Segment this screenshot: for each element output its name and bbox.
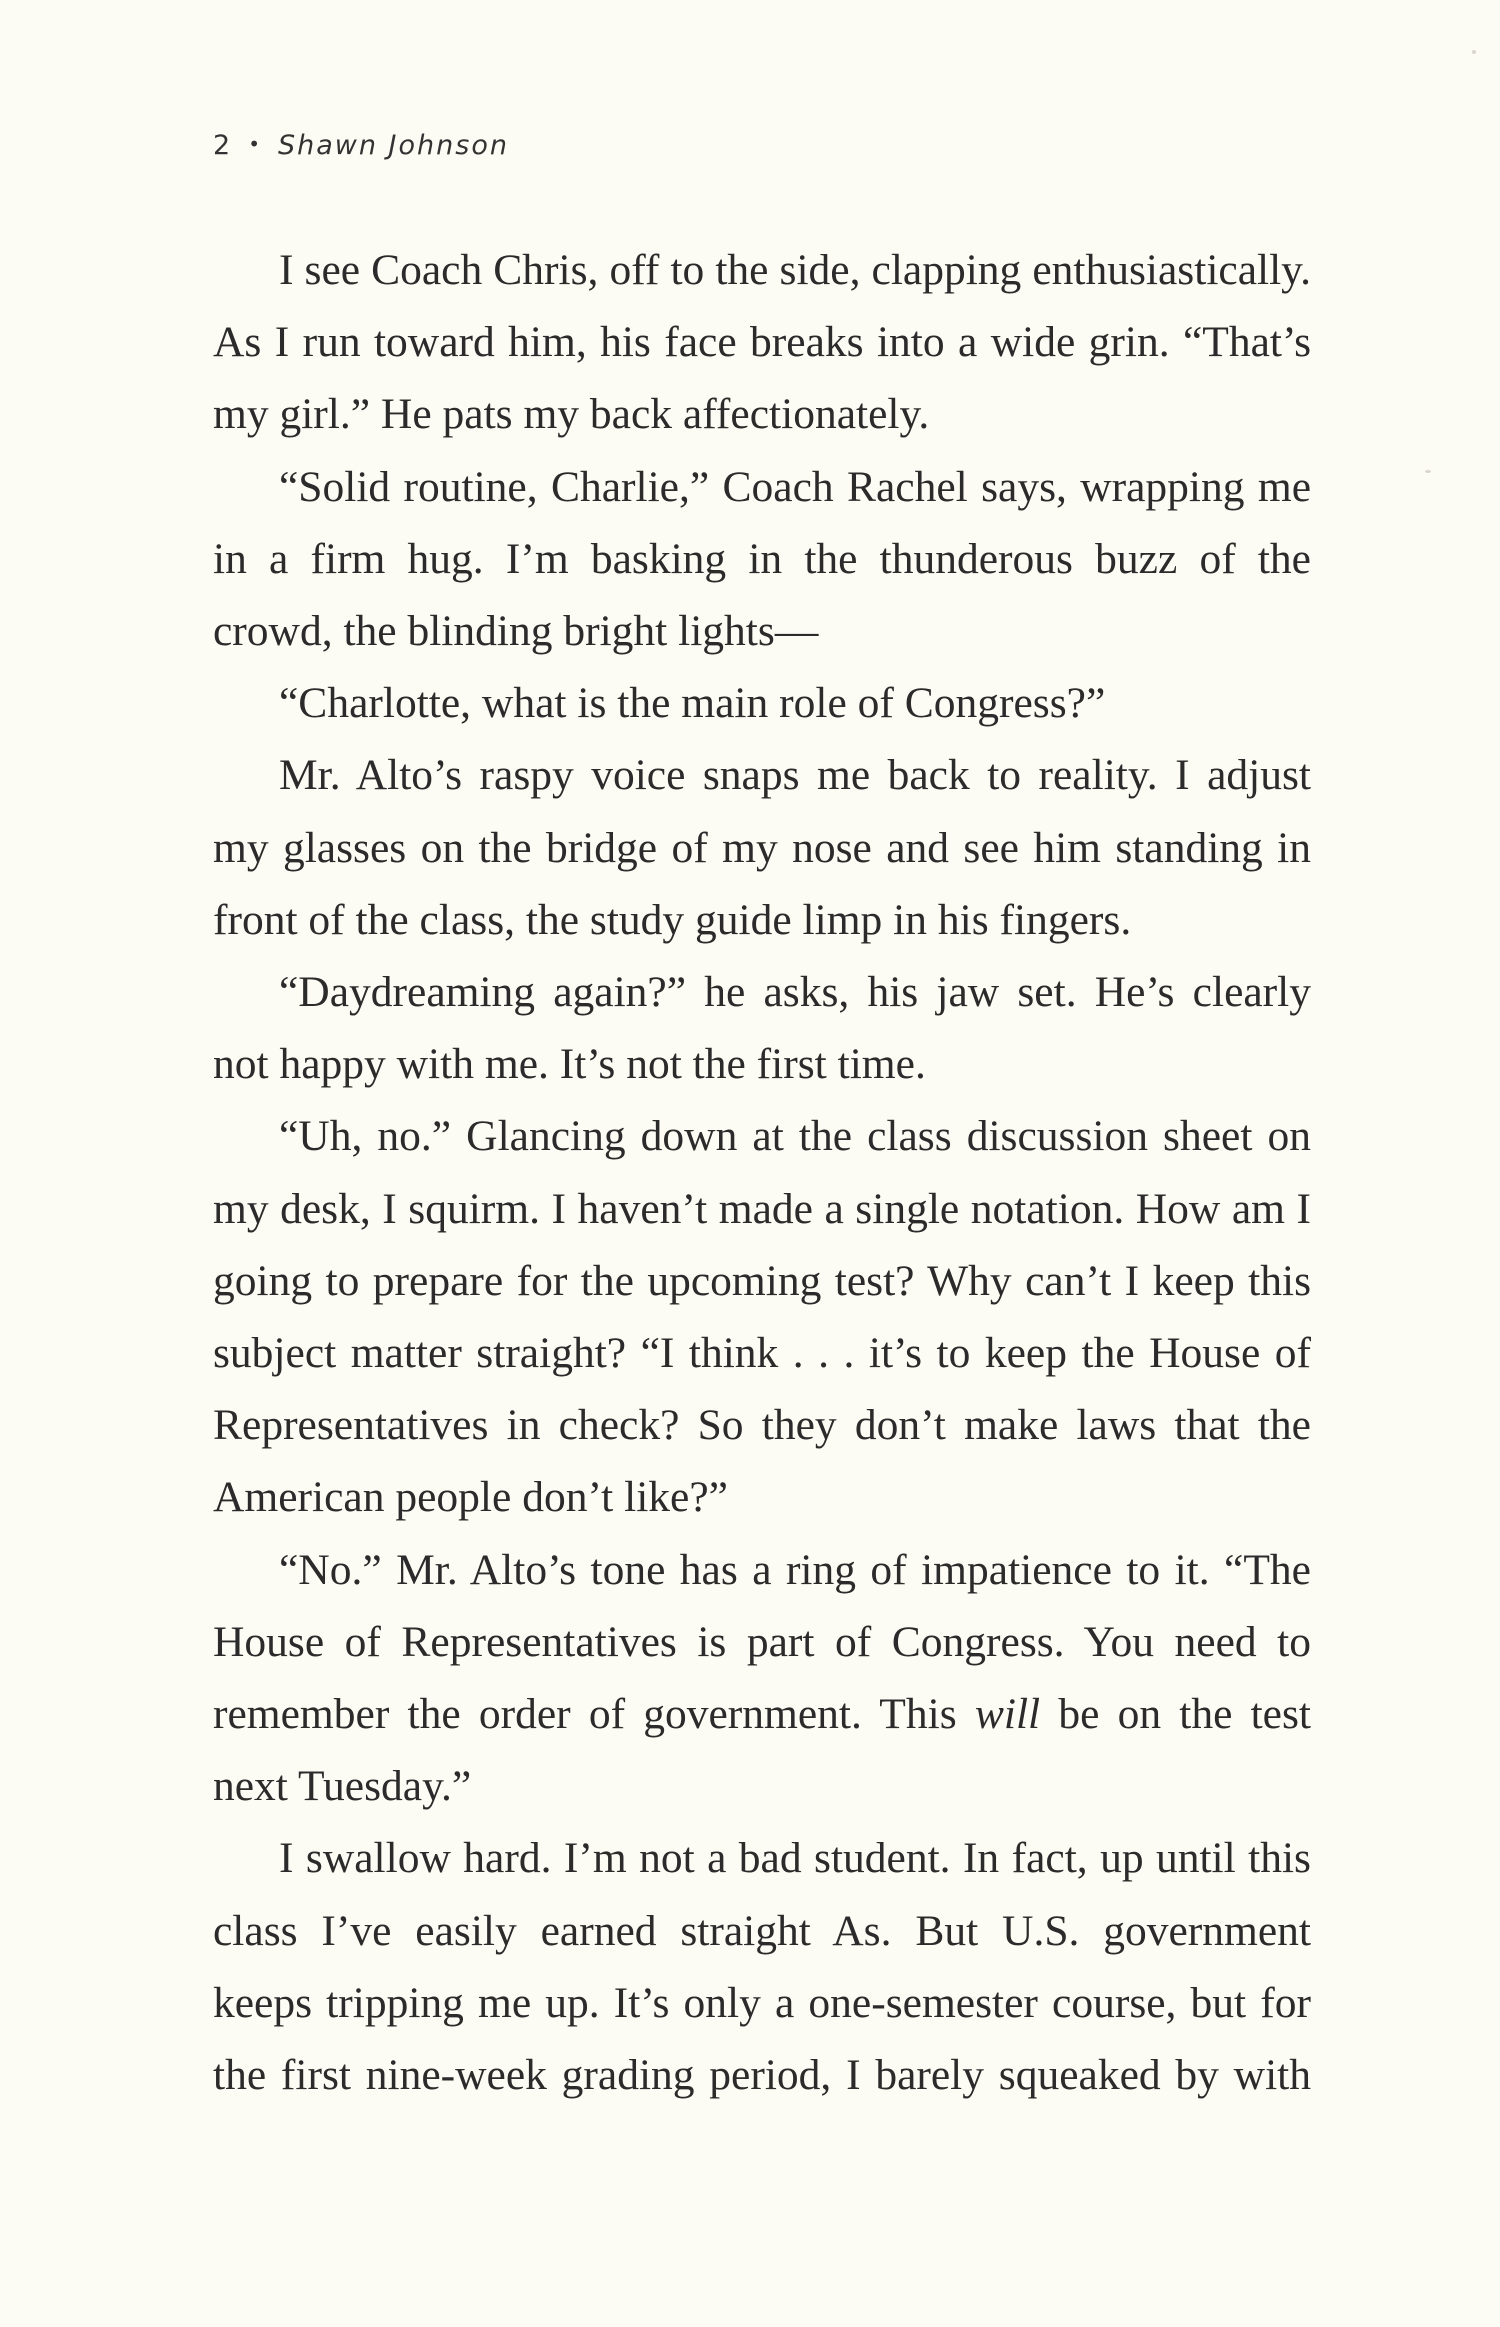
running-header bbox=[213, 130, 509, 161]
paragraph: “Solid routine, Charlie,” Coach Rachel says, wrapping me in a firm hug. I’m basking in the thunderous buzz of the crowd, the blinding bright lights— bbox=[213, 462, 1311, 656]
paragraph: “Uh, no.” Glancing down at the class discussion sheet on my desk, I squirm. I haven’t made a single notation. How am I going to prepare for the upcoming test? Why can’t I keep this subject matter straight? “I think . . . it’s to keep the House of Representatives in check? So they don’t make laws that the American people don’t like?” bbox=[213, 1112, 1311, 1522]
paragraph-text: be on the test next Tuesday.” bbox=[213, 1690, 1312, 1811]
paragraph: “Charlotte, what is the main role of Congress?” bbox=[279, 679, 1106, 728]
page-speck bbox=[1425, 470, 1431, 473]
paragraph-text: “No.” Mr. Alto’s tone has a ring of impatience to it. “The House of Representatives is part of Congress. You need to remember the order of government. This bbox=[213, 1545, 1311, 1739]
paragraph: I see Coach Chris, off to the side, clapping enthusiastically. As I run toward him, his face breaks into a wide grin. “That’s my girl.” He pats my back affectionately. bbox=[213, 246, 1311, 439]
page-speck bbox=[1472, 50, 1476, 54]
emphasized-word: will bbox=[974, 1690, 1041, 1739]
page-number: 2 bbox=[213, 130, 233, 161]
paragraph: Mr. Alto’s raspy voice snaps me back to reality. I adjust my glasses on the bridge of my nose and see him standing in front of the class, the study guide limp in his fingers. bbox=[213, 751, 1311, 944]
paragraph: I swallow hard. I’m not a bad student. In fact, up until this class I’ve easily earned straight As. But U.S. government keeps tripping me up. It’s only a one-semester course, but for the first nine-week grading period, I barely squeaked by with bbox=[213, 1834, 1311, 2100]
body-text bbox=[213, 234, 1311, 2111]
paragraph-with-emphasis bbox=[213, 1534, 1311, 1823]
author-name: Shawn Johnson bbox=[277, 130, 509, 161]
paragraph: “Daydreaming again?” he asks, his jaw set. He’s clearly not happy with me. It’s not the first time. bbox=[213, 968, 1311, 1089]
header-separator: • bbox=[248, 132, 262, 156]
